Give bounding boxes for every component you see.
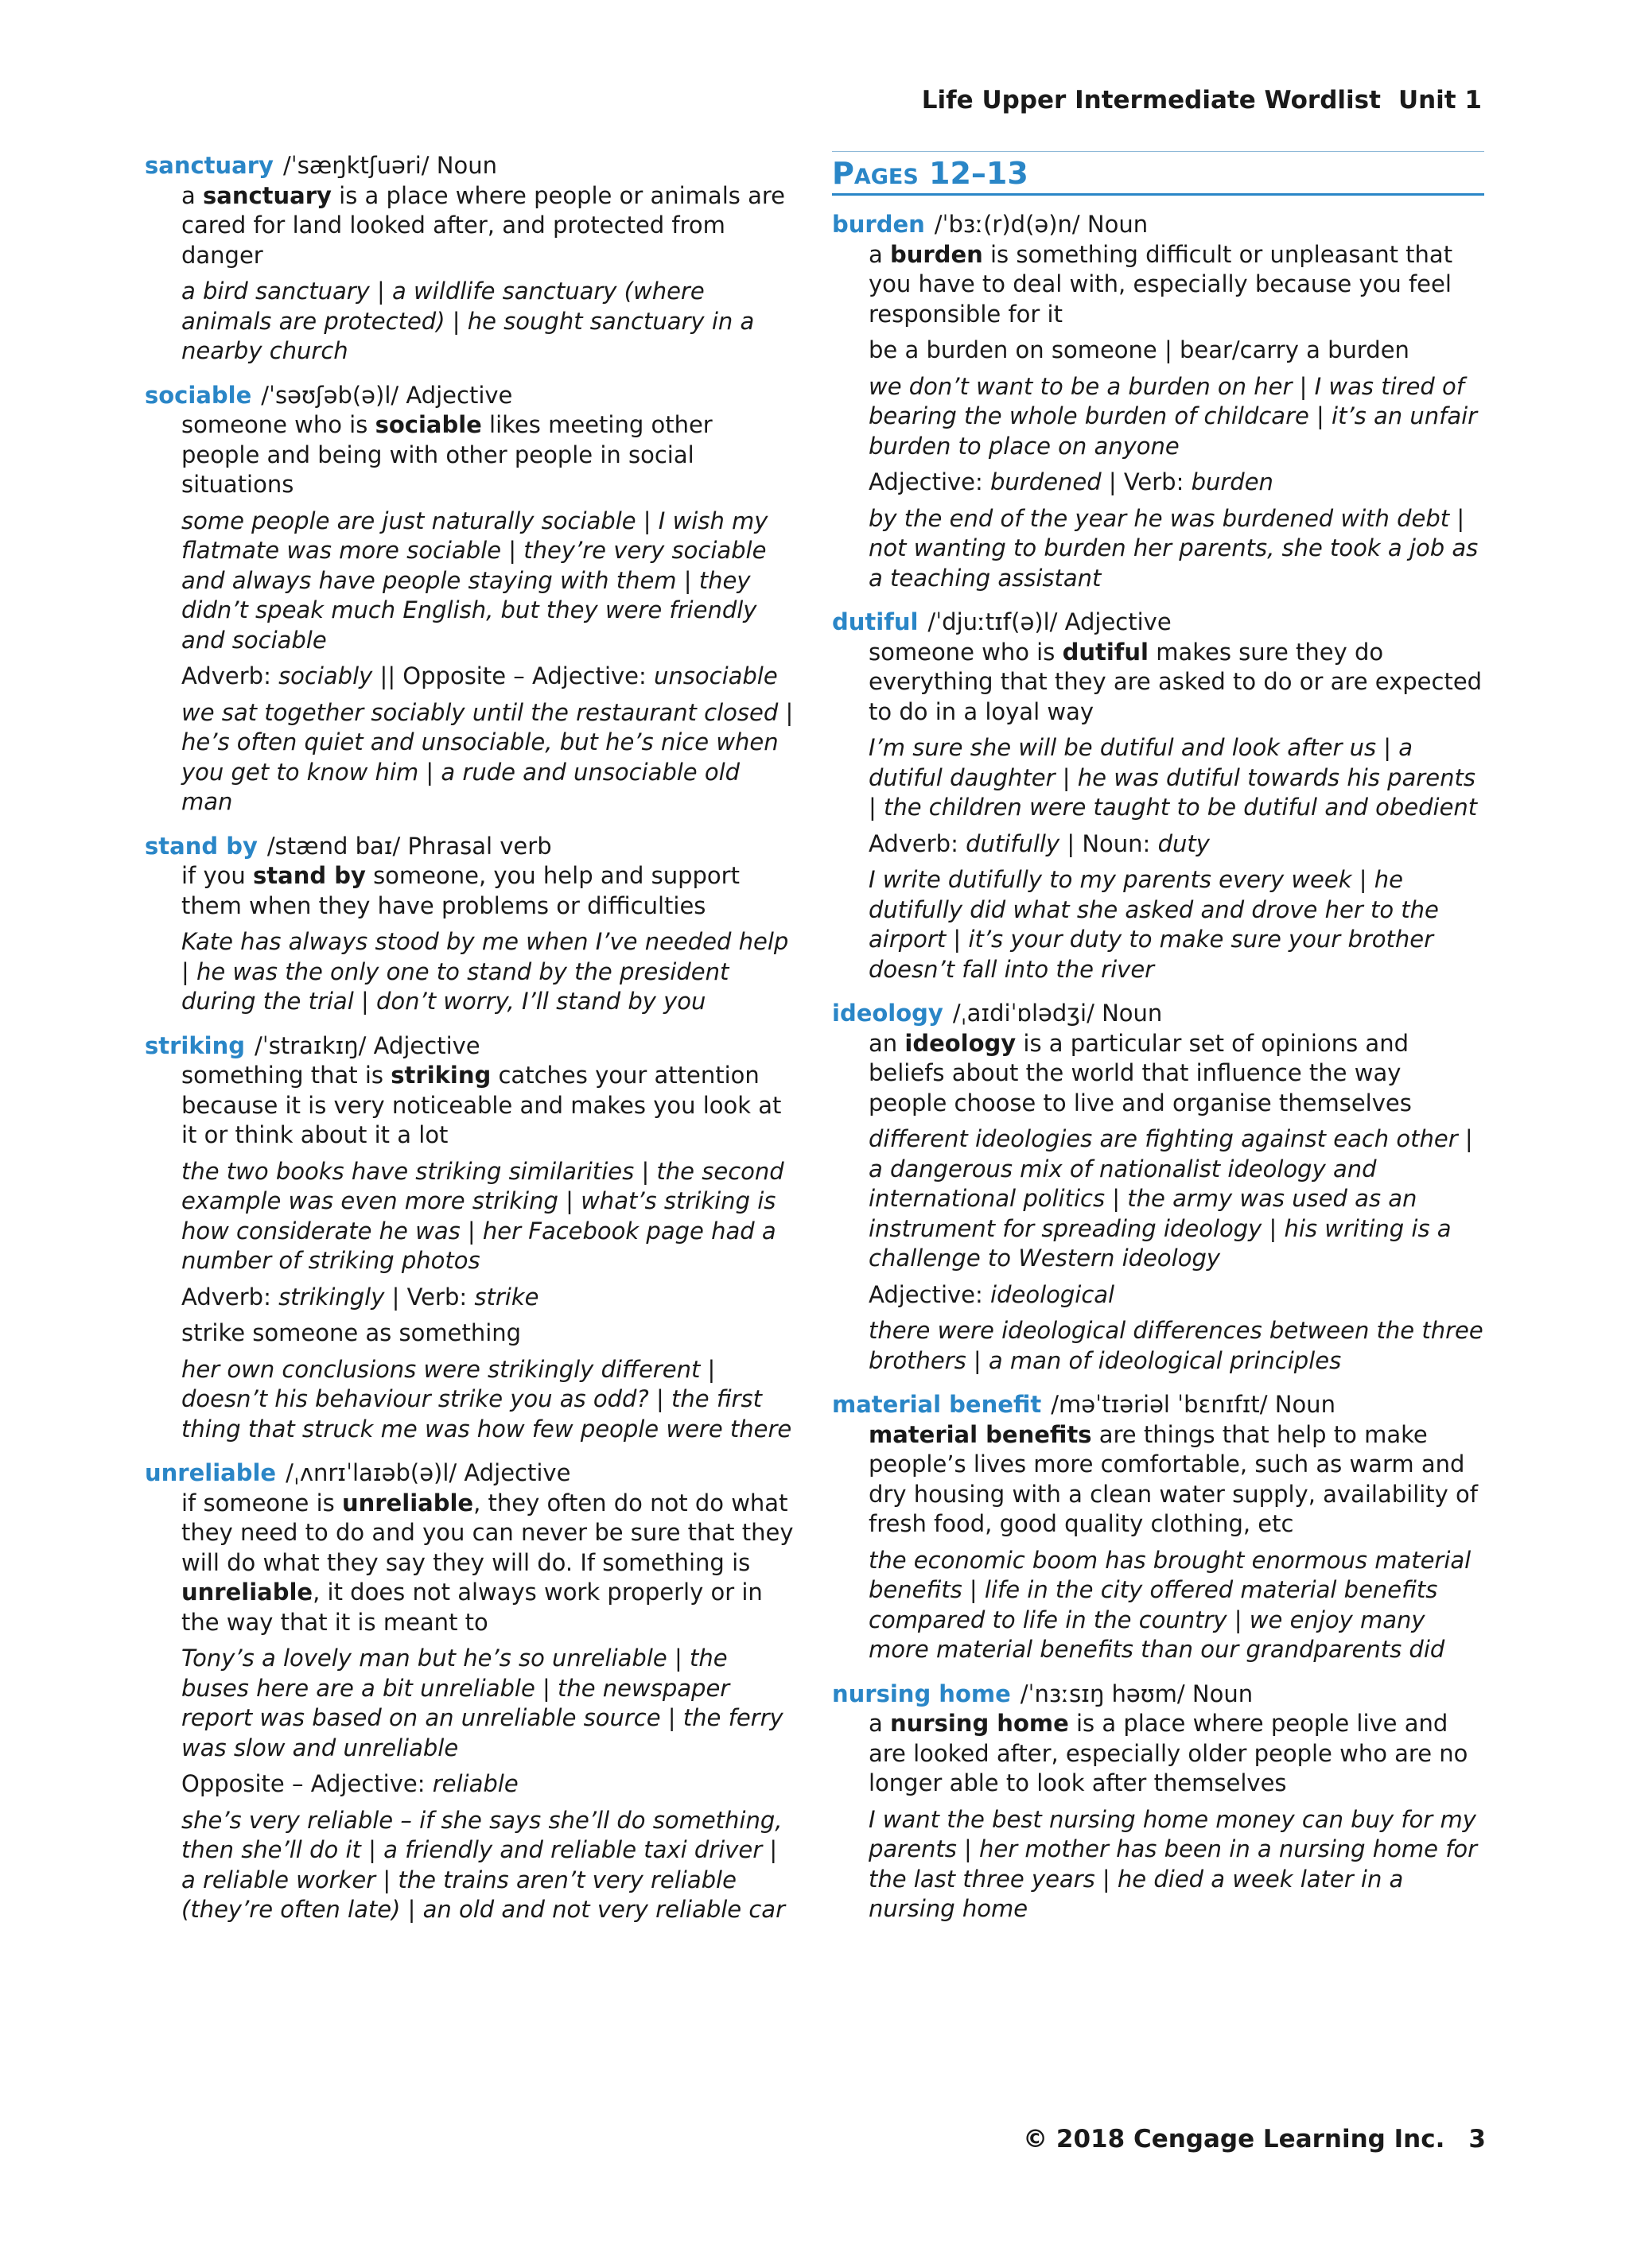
text-run: likes meeting other people and being with other people in social situations: [181, 411, 713, 498]
text-run: someone who is: [181, 411, 375, 438]
definition: [181, 1283, 797, 1313]
text-run: her own conclusions were strikingly different | doesn’t his behaviour strike you as odd? | the first thing that struck me was how few people were there: [181, 1355, 792, 1443]
left-column: [145, 151, 797, 1940]
text-run: Kate has always stood by me when I’ve needed help | he was the only one to stand by the president during the trial | don’t worry, I’ll stand by you: [181, 928, 789, 1015]
example-sentences: [869, 1546, 1484, 1665]
text-run: sociable: [375, 411, 482, 438]
headword: striking: [145, 1031, 245, 1059]
example-sentences: [869, 733, 1484, 823]
pronunciation: /ˈnɜːsɪŋ həʊm/: [1020, 1680, 1185, 1707]
entry-ideology: [832, 999, 1484, 1376]
example-sentences: [181, 277, 797, 367]
text-run: some people are just naturally sociable | I wish my flatmate was more sociable | they’re very sociable and always have people staying with them | they didn’t speak much English, but they were friendly and sociable: [181, 507, 768, 654]
entry-stand-by: [145, 832, 797, 1017]
text-run: dutifully: [966, 829, 1060, 857]
example-sentences: [869, 865, 1484, 984]
header-unit: Unit 1: [1398, 86, 1482, 115]
text-run: Adjective:: [869, 1280, 991, 1308]
text-run: I want the best nursing home money can buy for my parents | her mother has been in a nursing home for the last three years | he died a week later in a nursing home: [869, 1805, 1478, 1922]
text-run: Adverb:: [869, 829, 966, 857]
headword-line: [832, 1680, 1484, 1710]
part-of-speech: Adjective: [464, 1459, 571, 1486]
entry-burden: [832, 210, 1484, 593]
entry-dutiful: [832, 608, 1484, 984]
text-run: burden: [1191, 468, 1273, 495]
text-run: , they often do not do what they need to do and you can never be sure that they will do what they say they will do. If something is: [181, 1489, 794, 1576]
definition: [869, 336, 1484, 366]
pronunciation: /ˈsæŋktʃuəri/: [282, 152, 430, 179]
copyright: © 2018 Cengage Learning Inc.: [1023, 2125, 1445, 2153]
definition: [869, 240, 1484, 330]
right-column: [832, 151, 1484, 1939]
page-header: [922, 86, 1482, 115]
definition: [869, 1709, 1484, 1799]
entry-sanctuary: [145, 151, 797, 367]
example-sentences: [869, 1316, 1484, 1376]
text-run: catches your attention because it is very noticeable and makes you look at it or think about it a lot: [181, 1062, 782, 1148]
example-sentences: [181, 1157, 797, 1276]
text-run: duty: [1157, 829, 1210, 857]
pronunciation: /ˈbɜː(r)d(ə)n/: [934, 211, 1080, 238]
part-of-speech: Noun: [436, 152, 497, 179]
text-run: an: [869, 1029, 905, 1057]
text-run: nursing home: [890, 1710, 1069, 1737]
definition: [869, 638, 1484, 728]
example-sentences: [181, 1806, 797, 1925]
text-run: a: [869, 240, 890, 268]
text-run: unreliable: [181, 1579, 313, 1606]
text-run: Tony’s a lovely man but he’s so unreliable | the buses here are a bit unreliable | the newspaper report was based on an unreliable source | the ferry was slow and unreliable: [181, 1645, 783, 1761]
pronunciation: /ˈsəʊʃəb(ə)l/: [261, 381, 399, 409]
headword: material benefit: [832, 1391, 1042, 1418]
pronunciation: /stænd baɪ/: [266, 832, 401, 860]
text-run: is a place where people live and are looked after, especially older people who are no longer able to look after themselves: [869, 1710, 1468, 1796]
definition: [869, 1280, 1484, 1311]
headword-line: [832, 1390, 1484, 1420]
headword: stand by: [145, 832, 258, 860]
headword: burden: [832, 211, 925, 238]
text-run: is something difficult or unpleasant that you have to deal with, especially because you feel responsible for it: [869, 240, 1453, 328]
text-run: if someone is: [181, 1489, 342, 1517]
definition: [181, 861, 797, 921]
text-run: Opposite – Adjective:: [181, 1770, 433, 1797]
text-run: we don’t want to be a burden on her | I was tired of bearing the whole burden of childcare | it’s an unfair burden to place on anyone: [869, 372, 1478, 460]
headword-line: [145, 381, 797, 411]
example-sentences: [869, 1805, 1484, 1924]
entry-material-benefit: [832, 1390, 1484, 1665]
entry-nursing-home: [832, 1680, 1484, 1924]
example-sentences: [869, 504, 1484, 594]
text-run: | Noun:: [1059, 829, 1158, 857]
headword-line: [145, 832, 797, 862]
part-of-speech: Noun: [1102, 1000, 1163, 1027]
text-run: dutiful: [1062, 638, 1149, 666]
text-run: there were ideological differences between the three brothers | a man of ideological principles: [869, 1317, 1483, 1374]
text-run: are things that help to make people’s lives more comfortable, such as warm and dry housing with a clean water supply, availability of fresh food, good quality clothing, etc: [869, 1420, 1479, 1537]
example-sentences: [181, 698, 797, 817]
example-sentences: [181, 1355, 797, 1445]
headword: nursing home: [832, 1680, 1011, 1707]
headword: unreliable: [145, 1459, 277, 1486]
headword-line: [832, 999, 1484, 1029]
text-run: | Verb:: [384, 1283, 475, 1311]
text-run: different ideologies are fighting against each other | a dangerous mix of nationalist ideology and international politics | the army was used as an instrument for spreading ideology | his writing is a challenge to Western ideology: [869, 1125, 1473, 1272]
part-of-speech: Adjective: [406, 381, 513, 409]
pronunciation: /ˌaɪdiˈɒlədʒi/: [952, 1000, 1094, 1027]
text-run: sociably: [278, 662, 373, 689]
text-run: someone who is: [869, 638, 1063, 666]
text-run: reliable: [432, 1770, 519, 1797]
definition: [869, 468, 1484, 498]
text-run: if you: [181, 862, 253, 889]
entry-unreliable: [145, 1458, 797, 1925]
text-run: ideology: [904, 1029, 1017, 1057]
definition: [869, 1420, 1484, 1540]
text-run: be a burden on someone | bear/carry a burden: [869, 336, 1409, 363]
text-run: burden: [890, 240, 983, 268]
headword: sanctuary: [145, 152, 274, 179]
headword: sociable: [145, 381, 252, 409]
text-run: unsociable: [654, 662, 778, 689]
text-run: , it does not always work properly or in the way that it is meant to: [181, 1579, 763, 1636]
headword-line: [145, 1031, 797, 1062]
definition: [181, 410, 797, 500]
section-header: [832, 151, 1484, 196]
entry-sociable: [145, 381, 797, 817]
text-run: stand by: [253, 862, 366, 889]
text-run: burdened: [990, 468, 1102, 495]
example-sentences: [869, 372, 1484, 462]
pronunciation: /ˈdjuːtɪf(ə)l/: [927, 608, 1058, 635]
text-run: the two books have striking similarities | the second example was even more striking | what’s striking is how considerate he was | her Facebook page had a number of striking photos: [181, 1157, 784, 1274]
right-entries: [832, 210, 1484, 1924]
definition: [181, 662, 797, 692]
entry-striking: [145, 1031, 797, 1445]
definition: [869, 829, 1484, 860]
page-footer: [1023, 2125, 1486, 2153]
text-run: we sat together sociably until the restaurant closed | he’s often quiet and unsociable, but he’s nice when you get to know him | a rude and unsociable old man: [181, 698, 794, 815]
headword-line: [145, 1458, 797, 1489]
example-sentences: [181, 507, 797, 656]
example-sentences: [869, 1124, 1484, 1274]
section-prefix: Pages: [832, 156, 919, 191]
part-of-speech: Noun: [1087, 211, 1149, 238]
definition: [869, 1029, 1484, 1119]
definition: [181, 1489, 797, 1638]
text-run: || Opposite – Adjective:: [372, 662, 655, 689]
page-number: 3: [1468, 2125, 1486, 2153]
text-run: I’m sure she will be dutiful and look after us | a dutiful daughter | he was dutiful towards his parents | the children were taught to be dutiful and obedient: [869, 734, 1478, 821]
text-run: is a place where people or animals are cared for land looked after, and protected from danger: [181, 181, 785, 269]
text-run: something that is: [181, 1062, 391, 1089]
headword-line: [832, 608, 1484, 638]
text-run: Adjective:: [869, 468, 991, 495]
part-of-speech: Adjective: [373, 1031, 480, 1059]
definition: [181, 1318, 797, 1349]
text-run: a bird sanctuary | a wildlife sanctuary (where animals are protected) | he sought sanctuary in a nearby church: [181, 278, 755, 364]
example-sentences: [181, 1644, 797, 1763]
pronunciation: /məˈtɪəriəl ˈbɛnɪfɪt/: [1051, 1391, 1268, 1418]
definition: [181, 1769, 797, 1800]
text-run: makes sure they do everything that they are asked to do or are expected to do in a loyal way: [869, 638, 1483, 725]
text-run: Adverb:: [181, 662, 279, 689]
text-run: is a particular set of opinions and beliefs about the world that influence the way people choose to live and organise themselves: [869, 1029, 1412, 1117]
text-run: sanctuary: [203, 181, 332, 209]
text-run: material benefits: [869, 1420, 1092, 1448]
part-of-speech: Phrasal verb: [407, 832, 552, 860]
text-run: ideological: [990, 1280, 1115, 1308]
text-run: Adverb:: [181, 1283, 279, 1311]
text-run: the economic boom has brought enormous material benefits | life in the city offered material benefits compared to life in the country | we enjoy many more material benefits than our grandparents did: [869, 1546, 1472, 1663]
text-run: someone, you help and support them when they have problems or difficulties: [181, 862, 740, 919]
text-run: I write dutifully to my parents every week | he dutifully did what she asked and drove her to the airport | it’s your duty to make sure your brother doesn’t fall into the river: [869, 866, 1439, 983]
headword-line: [145, 151, 797, 181]
section-pages: 12–13: [929, 156, 1028, 191]
text-run: striking: [391, 1062, 492, 1089]
definition: [181, 1061, 797, 1151]
text-run: by the end of the year he was burdened with debt | not wanting to burden her parents, she took a job as a teaching assistant: [869, 504, 1479, 592]
example-sentences: [181, 927, 797, 1017]
headword-line: [832, 210, 1484, 240]
part-of-speech: Noun: [1274, 1391, 1335, 1418]
text-run: strike: [474, 1283, 539, 1311]
header-title: Life Upper Intermediate Wordlist: [921, 86, 1381, 115]
headword: ideology: [832, 1000, 943, 1027]
headword: dutiful: [832, 608, 919, 635]
text-run: | Verb:: [1101, 468, 1192, 495]
text-run: she’s very reliable – if she says she’ll do something, then she’ll do it | a friendly and reliable taxi driver | a reliable worker | the trains aren’t very reliable (they’re often late) | an old and not very reliable car: [181, 1806, 785, 1923]
pronunciation: /ˌʌnrɪˈlaɪəb(ə)l/: [286, 1459, 457, 1486]
text-run: strikingly: [278, 1283, 385, 1311]
text-run: a: [869, 1710, 890, 1737]
text-run: a: [181, 181, 203, 209]
part-of-speech: Noun: [1192, 1680, 1254, 1707]
text-run: strike someone as something: [181, 1319, 522, 1346]
pronunciation: /ˈstraɪkɪŋ/: [255, 1031, 367, 1059]
part-of-speech: Adjective: [1064, 608, 1172, 635]
definition: [181, 181, 797, 271]
text-run: unreliable: [342, 1489, 474, 1517]
